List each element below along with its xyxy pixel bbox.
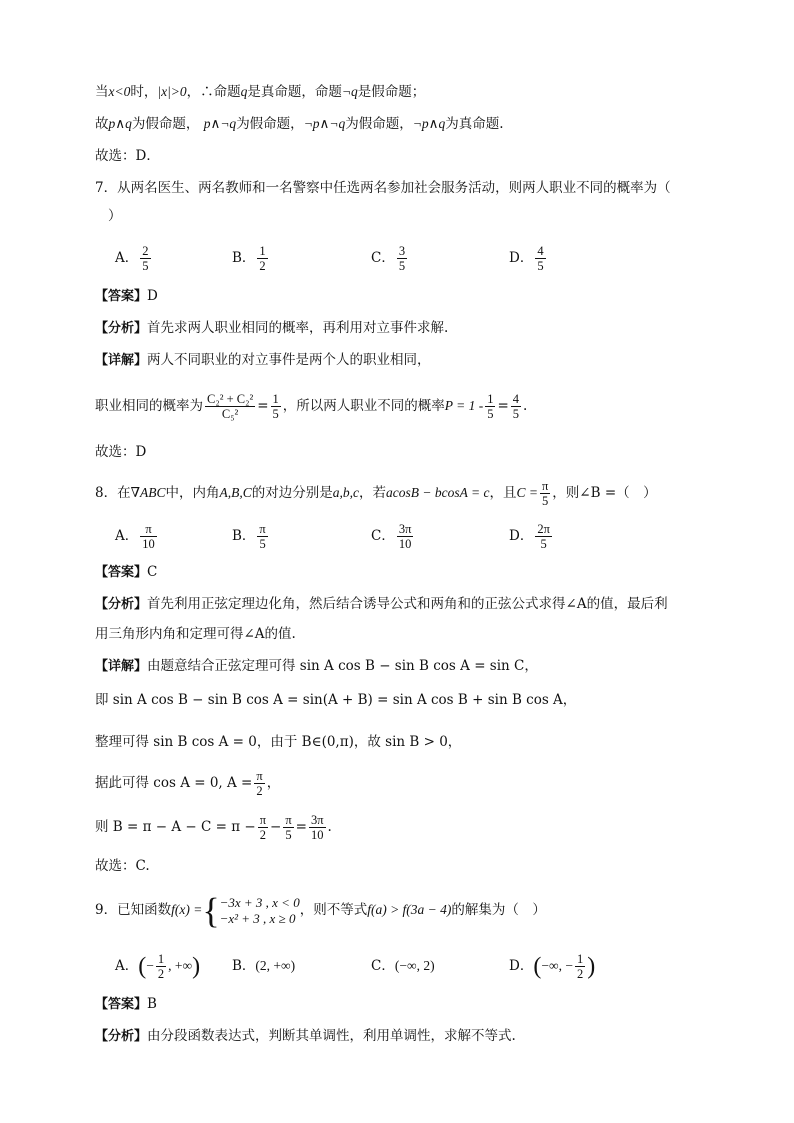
interval-end: , +∞ <box>168 958 193 973</box>
q8-analysis-2: 用三角形内角和定理可得∠A的值. <box>95 626 296 642</box>
q7-stem-end: ） <box>108 208 122 224</box>
option-label: A． <box>115 958 139 974</box>
analysis-tag: 【分析】 <box>95 597 148 612</box>
text: ，则不等式 <box>299 902 368 918</box>
fraction <box>283 813 293 842</box>
numerator: 4 <box>537 244 544 258</box>
denominator: 5 <box>142 259 149 273</box>
math: |x|>0 <box>157 84 187 99</box>
math: a,b,c <box>332 485 360 500</box>
q8-detail <box>95 656 538 677</box>
text: 则 B = π − A − C = π − <box>95 819 256 835</box>
fraction <box>535 244 545 273</box>
answer-value: B <box>147 996 157 1012</box>
proof-line-1 <box>95 82 425 102</box>
q7-conclusion: 故选：D <box>95 444 147 460</box>
analysis-text: 首先求两人职业相同的概率，再利用对立事件求解. <box>147 320 449 336</box>
fraction <box>575 952 585 981</box>
answer-tag: 【答案】 <box>95 997 148 1012</box>
denominator: 5 <box>257 536 267 551</box>
interval-start: −∞, − <box>541 958 573 973</box>
denominator: 10 <box>309 827 326 842</box>
math: f(x) = <box>171 902 203 917</box>
fraction <box>540 479 550 508</box>
period: . <box>523 398 528 414</box>
interval: (−∞, 2) <box>394 958 435 973</box>
fraction <box>258 813 268 842</box>
fraction <box>205 392 255 421</box>
text: 是真命题，命题 <box>247 84 342 100</box>
math: q <box>240 84 248 99</box>
q8-step-4 <box>95 766 280 800</box>
q8-answer <box>95 562 157 583</box>
math: P = 1 - <box>444 398 484 413</box>
q8-step-5 <box>95 810 332 844</box>
analysis-text: 由分段函数表达式，判断其单调性，利用单调性，求解不等式. <box>147 1028 516 1044</box>
q7-option-b[interactable] <box>232 244 270 273</box>
q9-option-c[interactable] <box>371 956 435 976</box>
equals: = <box>257 398 269 414</box>
q8-option-b[interactable] <box>232 522 270 551</box>
brace-symbol: { <box>202 890 220 931</box>
case-2: −x² + 3 , x ≥ 0 <box>219 910 296 926</box>
fraction <box>485 392 495 421</box>
fraction <box>140 522 157 551</box>
denominator: 2 <box>258 827 268 842</box>
math: f(a) > f(3a − 4) <box>367 902 452 917</box>
fraction <box>535 522 552 551</box>
math: A,B,C <box>219 485 252 500</box>
fraction <box>156 952 166 981</box>
option-label: B． <box>232 958 256 974</box>
math: C = <box>516 485 538 500</box>
q8-analysis-1 <box>95 594 668 615</box>
text: 9．已知函数 <box>95 902 172 918</box>
q8-step-2: 即 sin A cos B − sin B cos A = sin(A + B) = sin A cos B + sin B cos A， <box>95 692 577 708</box>
math: p∧q <box>108 116 132 131</box>
text: 为假命题， <box>131 116 200 132</box>
numerator: 1 <box>576 952 584 966</box>
period: . <box>327 819 332 835</box>
answer-tag: 【答案】 <box>95 289 148 304</box>
q8-stem <box>95 478 657 508</box>
fraction <box>271 392 281 421</box>
numerator: 1 <box>487 392 494 406</box>
numerator: 3π <box>310 813 324 827</box>
denominator: 10 <box>397 536 414 551</box>
denominator: 5 <box>272 407 279 421</box>
numerator: 1 <box>157 952 165 966</box>
fraction <box>397 522 414 551</box>
q7-option-d[interactable] <box>509 244 548 273</box>
numerator: 3π <box>398 522 412 536</box>
denominator: 5 <box>512 407 520 421</box>
paren: ( <box>138 953 147 980</box>
math: p∧¬q <box>203 116 237 131</box>
numerator: π <box>145 522 152 536</box>
numerator: π <box>541 479 549 493</box>
fraction <box>397 244 407 273</box>
denominator: C₅² <box>205 406 255 421</box>
text: 为真命题. <box>445 116 504 132</box>
option-label: D． <box>509 528 534 544</box>
paren: ( <box>533 953 542 980</box>
text: ，且 <box>489 485 517 501</box>
numerator: 4 <box>512 392 520 406</box>
numerator: π <box>259 813 267 827</box>
option-label: C． <box>371 958 395 974</box>
equals: = <box>295 819 307 835</box>
text: ，所以两人职业不同的概率 <box>282 398 445 414</box>
fraction <box>511 392 521 421</box>
text: ，∴命题 <box>186 84 241 100</box>
denominator: 10 <box>142 537 155 551</box>
q7-option-a[interactable] <box>115 244 153 273</box>
q9-stem <box>95 888 546 932</box>
q7-analysis <box>95 318 448 339</box>
denominator: 2 <box>254 783 264 798</box>
option-label: D． <box>509 250 534 266</box>
text: 的解集为（ ） <box>451 902 546 918</box>
q7-answer <box>95 286 158 307</box>
q8-conclusion: 故选：C. <box>95 858 150 874</box>
option-label: D． <box>509 958 534 974</box>
fraction <box>257 522 267 551</box>
q9-option-a[interactable]: A．(− $\frac{1}{2}$ , +∞) <box>115 952 201 981</box>
denominator: 5 <box>540 493 550 508</box>
numerator: 2 <box>142 244 149 258</box>
fraction <box>257 244 267 273</box>
denominator: 2 <box>157 967 165 981</box>
detail-text: 由题意结合正弦定理可得 sin A cos B − sin B cos A = sin C， <box>147 658 538 674</box>
text: 8．在 <box>95 485 131 501</box>
numerator: 1 <box>259 244 266 258</box>
numerator: C₂² + C₂² <box>207 392 254 406</box>
text: 为假命题， <box>236 116 304 132</box>
option-label: B． <box>232 528 256 544</box>
text: 的对边分别是 <box>251 485 333 501</box>
denominator: 5 <box>487 407 494 421</box>
numerator: π <box>259 522 266 536</box>
analysis-tag: 【分析】 <box>95 321 148 336</box>
numerator: 1 <box>272 392 279 406</box>
math: acosB − bcosA = c <box>386 485 490 500</box>
proof-conclusion: 故选：D． <box>95 148 160 164</box>
piecewise-cases <box>220 895 300 927</box>
answer-value: D <box>147 288 158 304</box>
q7-probability-line <box>95 388 527 424</box>
minus: − <box>270 819 282 835</box>
analysis-tag: 【分析】 <box>95 1029 148 1044</box>
q7-stem: 7．从两名医生、两名教师和一名警察中任选两名参加社会服务活动，则两人职业不同的概率为（ <box>95 180 671 196</box>
detail-tag: 【详解】 <box>95 353 148 368</box>
math: ¬p∧q <box>412 116 446 131</box>
q8-option-d[interactable] <box>509 522 554 551</box>
math: x<0 <box>108 84 131 99</box>
denominator: 2 <box>259 259 266 273</box>
text: 当 <box>95 84 109 100</box>
text: 据此可得 cos A = 0, A = <box>95 775 253 791</box>
text: ，若 <box>359 485 387 501</box>
numerator: 3 <box>398 244 406 258</box>
text: 职业相同的概率为 <box>95 398 203 414</box>
q9-option-d[interactable] <box>509 952 595 981</box>
denominator: 5 <box>537 259 544 273</box>
denominator: 5 <box>535 536 552 551</box>
q9-answer <box>95 994 157 1015</box>
detail-tag: 【详解】 <box>95 659 148 674</box>
option-label: C． <box>371 250 395 266</box>
q9-option-b[interactable] <box>232 956 295 976</box>
interval: (2, +∞) <box>255 958 296 973</box>
answer-tag: 【答案】 <box>95 565 148 580</box>
text: ，则∠B =（ ） <box>552 485 657 501</box>
fraction <box>140 244 150 273</box>
numerator: π <box>256 769 263 783</box>
math: ¬q <box>341 84 358 99</box>
text: 时， <box>130 84 158 100</box>
q7-detail <box>95 350 431 371</box>
text: 中，内角 <box>165 485 220 501</box>
math: ¬p∧¬q <box>303 116 346 131</box>
q7-option-c[interactable] <box>371 244 409 273</box>
proof-line-2 <box>95 114 504 134</box>
numerator: π <box>285 813 292 827</box>
fraction <box>309 813 326 842</box>
q8-option-a[interactable] <box>115 522 159 551</box>
option-label: A． <box>115 250 139 266</box>
q9-analysis <box>95 1026 516 1047</box>
text: ， <box>266 775 281 791</box>
text: 为假命题， <box>345 116 413 132</box>
option-label: A． <box>115 528 139 544</box>
answer-value: C <box>147 564 158 580</box>
fraction <box>254 769 264 798</box>
denominator: 5 <box>283 827 293 842</box>
text: 故 <box>95 116 109 132</box>
numerator: 2π <box>537 522 550 536</box>
denominator: 5 <box>398 259 406 273</box>
option-label: C． <box>371 528 395 544</box>
equals: = <box>497 398 509 414</box>
text: 是假命题； <box>357 84 426 100</box>
option-label: B． <box>232 250 256 266</box>
q8-option-c[interactable] <box>371 522 415 551</box>
paren: ) <box>587 953 596 980</box>
paren: ) <box>192 953 201 980</box>
denominator: 2 <box>576 967 584 981</box>
q8-step-3: 整理可得 sin B cos A = 0，由于 B∈(0,π)，故 sin B > 0， <box>95 734 462 750</box>
detail-text: 两人不同职业的对立事件是两个人的职业相同， <box>147 352 431 368</box>
analysis-text: 首先利用正弦定理边化角，然后结合诱导公式和两角和的正弦公式求得∠A的值，最后利 <box>147 596 668 612</box>
case-1: −3x + 3 , x < 0 <box>219 894 300 910</box>
math: ∇ABC <box>130 485 166 500</box>
